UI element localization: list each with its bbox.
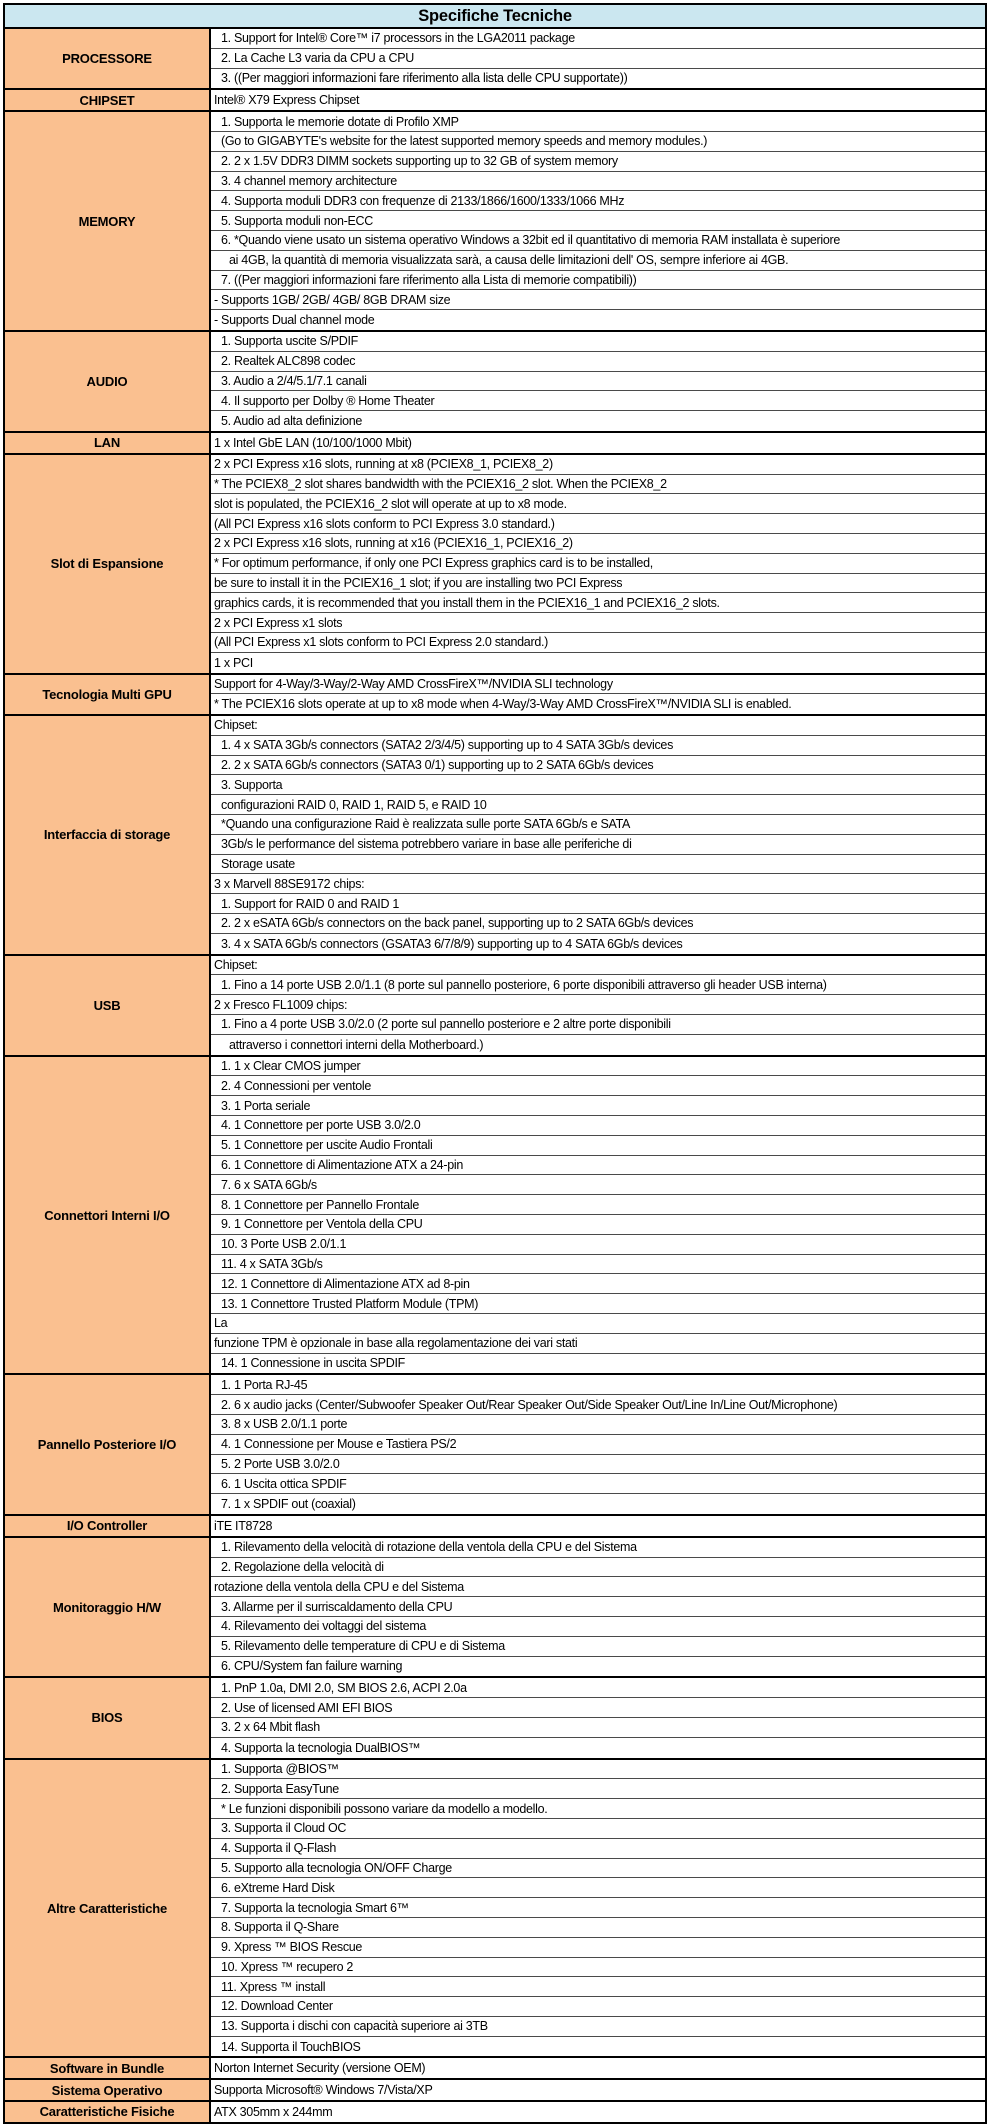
spec-line: 12. Download Center <box>211 1997 985 2017</box>
spec-line: 4. 1 Connessione per Mouse e Tastiera PS/2 <box>211 1435 985 1455</box>
spec-line: * Le funzioni disponibili possono variare da modello a modello. <box>211 1799 985 1819</box>
spec-line: 3. 4 channel memory architecture <box>211 172 985 192</box>
spec-line: iTE IT8728 <box>214 1518 273 1533</box>
spec-line: Chipset: <box>211 716 985 736</box>
section-lines <box>211 1678 985 1757</box>
section-row <box>5 2102 985 2122</box>
section-lines <box>211 2058 985 2078</box>
spec-line: 6. *Quando viene usato un sistema operativo Windows a 32bit ed il quantitativo di memoria RAM installata è superiore <box>211 231 985 251</box>
spec-line: 2. Supporta EasyTune <box>211 1779 985 1799</box>
spec-line: (Go to GIGABYTE's website for the latest supported memory speeds and memory modules.) <box>211 132 985 152</box>
spec-line: 4. Rilevamento dei voltaggi del sistema <box>211 1617 985 1637</box>
section-label: Tecnologia Multi GPU <box>5 675 211 715</box>
section-label: Pannello Posteriore I/O <box>5 1375 211 1514</box>
section-row <box>5 29 985 90</box>
section-row <box>5 332 985 433</box>
spec-line: 3. 4 x SATA 6Gb/s connectors (GSATA3 6/7/8/9) supporting up to 4 SATA 6Gb/s devices <box>221 936 683 951</box>
spec-line: 5. 2 Porte USB 3.0/2.0 <box>211 1455 985 1475</box>
spec-line: rotazione della ventola della CPU e del Sistema <box>211 1577 985 1597</box>
spec-line: 13. Supporta i dischi con capacità superiore ai 3TB <box>211 2017 985 2037</box>
section-lines <box>211 1057 985 1374</box>
spec-line: 3. 1 Porta seriale <box>211 1096 985 1116</box>
spec-line: 14. 1 Connessione in uscita SPDIF <box>221 1356 405 1371</box>
spec-line: 2. 2 x 1.5V DDR3 DIMM sockets supporting up to 32 GB of system memory <box>211 152 985 172</box>
spec-line: 14. Supporta il TouchBIOS <box>221 2039 361 2054</box>
spec-line: 2. Regolazione della velocità di <box>211 1558 985 1578</box>
spec-line: 2. 4 Connessioni per ventole <box>211 1076 985 1096</box>
spec-line: 2. Realtek ALC898 codec <box>211 352 985 372</box>
spec-line: graphics cards, it is recommended that you install them in the PCIEX16_1 and PCIEX16_2 slots. <box>211 593 985 613</box>
spec-line: 2. 2 x SATA 6Gb/s connectors (SATA3 0/1) supporting up to 2 SATA 6Gb/s devices <box>211 756 985 776</box>
section-lines <box>211 1375 985 1514</box>
spec-line: 7. 1 x SPDIF out (coaxial) <box>221 1497 356 1512</box>
section-row <box>5 2058 985 2080</box>
spec-line: 11. 4 x SATA 3Gb/s <box>211 1255 985 1275</box>
spec-line: 1. Supporta @BIOS™ <box>211 1760 985 1780</box>
spec-line: 6. 1 Uscita ottica SPDIF <box>211 1474 985 1494</box>
section-lines <box>211 332 985 431</box>
spec-line: 1. Supporta le memorie dotate di Profilo XMP <box>211 112 985 132</box>
section-lines <box>211 1516 985 1536</box>
spec-line: 1 x PCI <box>214 655 253 670</box>
section-label: Caratteristiche Fisiche <box>5 2102 211 2122</box>
section-row <box>5 455 985 675</box>
spec-line: 4. Il supporto per Dolby ® Home Theater <box>211 391 985 411</box>
spec-line: 1. 1 Porta RJ-45 <box>211 1375 985 1395</box>
section-lines <box>211 2080 985 2100</box>
spec-line: attraverso i connettori interni della Motherboard.) <box>229 1037 484 1052</box>
spec-line: 1. Rilevamento della velocità di rotazione della ventola della CPU e del Sistema <box>211 1538 985 1558</box>
spec-line: 4. Supporta moduli DDR3 con frequenze di 2133/1866/1600/1333/1066 MHz <box>211 191 985 211</box>
spec-line: 5. Rilevamento delle temperature di CPU e di Sistema <box>211 1637 985 1657</box>
spec-line: 8. Supporta il Q-Share <box>211 1918 985 1938</box>
spec-line: 3. 8 x USB 2.0/1.1 porte <box>211 1415 985 1435</box>
section-lines <box>211 455 985 673</box>
spec-line: 8. 1 Connettore per Pannello Frontale <box>211 1195 985 1215</box>
spec-line: slot is populated, the PCIEX16_2 slot will operate at up to x8 mode. <box>211 494 985 514</box>
spec-line: Support for 4-Way/3-Way/2-Way AMD CrossFireX™/NVIDIA SLI technology <box>211 675 985 695</box>
spec-table <box>3 3 987 2124</box>
section-row <box>5 956 985 1057</box>
spec-line: 5. Supporta moduli non-ECC <box>211 211 985 231</box>
spec-line: 5. 1 Connettore per uscite Audio Frontali <box>211 1136 985 1156</box>
section-label: PROCESSORE <box>5 29 211 88</box>
table-title: Specifiche Tecniche <box>5 5 985 29</box>
spec-line: be sure to install it in the PCIEX16_1 slot; if you are installing two PCI Express <box>211 574 985 594</box>
spec-line: 6. eXtreme Hard Disk <box>211 1878 985 1898</box>
spec-line: 3Gb/s le performance del sistema potrebbero variare in base alle periferiche di <box>211 835 985 855</box>
spec-line: Chipset: <box>211 956 985 976</box>
spec-line: 3. Audio a 2/4/5.1/7.1 canali <box>211 372 985 392</box>
spec-line: 7. 6 x SATA 6Gb/s <box>211 1175 985 1195</box>
spec-line: 3. ((Per maggiori informazioni fare riferimento alla lista delle CPU supportate)) <box>221 71 628 86</box>
section-label: I/O Controller <box>5 1516 211 1536</box>
spec-sheet <box>3 3 987 2124</box>
section-row <box>5 112 985 332</box>
spec-line: 1. 4 x SATA 3Gb/s connectors (SATA2 2/3/4/5) supporting up to 4 SATA 3Gb/s devices <box>211 736 985 756</box>
section-lines <box>211 956 985 1055</box>
spec-line: 1. 1 x Clear CMOS jumper <box>211 1057 985 1077</box>
section-lines <box>211 90 985 110</box>
spec-line: Storage usate <box>211 855 985 875</box>
spec-line: 1. Fino a 4 porte USB 3.0/2.0 (2 porte sul pannello posteriore e 2 altre porte disponibili <box>211 1015 985 1035</box>
spec-line: 3 x Marvell 88SE9172 chips: <box>211 874 985 894</box>
spec-line: 1 x Intel GbE LAN (10/100/1000 Mbit) <box>214 435 412 450</box>
section-row <box>5 1516 985 1538</box>
spec-line: 2. 6 x audio jacks (Center/Subwoofer Speaker Out/Rear Speaker Out/Side Speaker Out/Line In/Line Out/Microphone) <box>211 1395 985 1415</box>
section-row <box>5 1375 985 1516</box>
spec-line: 7. ((Per maggiori informazioni fare riferimento alla Lista di memorie compatibili)) <box>211 271 985 291</box>
section-lines <box>211 1538 985 1677</box>
spec-line: 1. PnP 1.0a, DMI 2.0, SM BIOS 2.6, ACPI 2.0a <box>211 1678 985 1698</box>
spec-line: 3. Supporta il Cloud OC <box>211 1819 985 1839</box>
section-label: Interfaccia di storage <box>5 716 211 954</box>
spec-line: 1. Supporta uscite S/PDIF <box>211 332 985 352</box>
spec-line: 2 x Fresco FL1009 chips: <box>211 995 985 1015</box>
section-label: MEMORY <box>5 112 211 330</box>
section-label: CHIPSET <box>5 90 211 110</box>
spec-line: * The PCIEX16 slots operate at up to x8 mode when 4-Way/3-Way AMD CrossFireX™/NVIDIA SLI is enabled. <box>214 697 792 712</box>
spec-line: 4. Supporta la tecnologia DualBIOS™ <box>221 1740 421 1755</box>
spec-line: 3. Supporta <box>211 775 985 795</box>
section-row <box>5 1538 985 1679</box>
spec-line: 9. 1 Connettore per Ventola della CPU <box>211 1215 985 1235</box>
spec-line: 13. 1 Connettore Trusted Platform Module (TPM) <box>211 1294 985 1314</box>
section-label: Monitoraggio H/W <box>5 1538 211 1677</box>
spec-line: 10. Xpress ™ recupero 2 <box>211 1958 985 1978</box>
spec-line: 2. 2 x eSATA 6Gb/s connectors on the back panel, supporting up to 2 SATA 6Gb/s devices <box>211 914 985 934</box>
section-lines <box>211 433 985 453</box>
spec-line: Norton Internet Security (versione OEM) <box>214 2061 426 2076</box>
spec-line: 3. 2 x 64 Mbit flash <box>211 1718 985 1738</box>
spec-line: funzione TPM è opzionale in base alla regolamentazione dei vari stati <box>211 1334 985 1354</box>
spec-line: 1. Fino a 14 porte USB 2.0/1.1 (8 porte sul pannello posteriore, 6 porte disponibili attraverso gli header USB interna) <box>211 975 985 995</box>
section-label: Altre Caratteristiche <box>5 1760 211 2057</box>
section-label: BIOS <box>5 1678 211 1757</box>
spec-line: *Quando una configurazione Raid è realizzata sulle porte SATA 6Gb/s e SATA <box>211 815 985 835</box>
spec-line: 7. Supporta la tecnologia Smart 6™ <box>211 1898 985 1918</box>
section-row <box>5 90 985 112</box>
spec-line: * For optimum performance, if only one PCI Express graphics card is to be installed, <box>211 554 985 574</box>
spec-line: - Supports 1GB/ 2GB/ 4GB/ 8GB DRAM size <box>211 290 985 310</box>
spec-line: 10. 3 Porte USB 2.0/1.1 <box>211 1235 985 1255</box>
spec-line: (All PCI Express x16 slots conform to PCI Express 3.0 standard.) <box>211 514 985 534</box>
spec-line: * The PCIEX8_2 slot shares bandwidth with the PCIEX16_2 slot. When the PCIEX8_2 <box>211 475 985 495</box>
spec-line: 9. Xpress ™ BIOS Rescue <box>211 1938 985 1958</box>
spec-line: 2 x PCI Express x16 slots, running at x8 (PCIEX8_1, PCIEX8_2) <box>211 455 985 475</box>
spec-line: 2 x PCI Express x1 slots <box>211 613 985 633</box>
section-row <box>5 1678 985 1759</box>
section-row <box>5 675 985 717</box>
spec-line: 4. Supporta il Q-Flash <box>211 1839 985 1859</box>
spec-line: 2 x PCI Express x16 slots, running at x16 (PCIEX16_1, PCIEX16_2) <box>211 534 985 554</box>
section-lines <box>211 2102 985 2122</box>
spec-line: 5. Audio ad alta definizione <box>221 414 363 429</box>
section-label: Sistema Operativo <box>5 2080 211 2100</box>
spec-line: ATX 305mm x 244mm <box>214 2104 333 2119</box>
section-lines <box>211 1760 985 2057</box>
spec-line: 6. CPU/System fan failure warning <box>221 1659 403 1674</box>
spec-line: 2. La Cache L3 varia da CPU a CPU <box>211 49 985 69</box>
section-row <box>5 433 985 455</box>
section-label: Slot di Espansione <box>5 455 211 673</box>
table-body <box>5 29 985 2122</box>
section-label: AUDIO <box>5 332 211 431</box>
section-lines <box>211 675 985 715</box>
spec-line: 5. Supporto alla tecnologia ON/OFF Charge <box>211 1859 985 1879</box>
spec-line: 1. Support for Intel® Core™ i7 processors in the LGA2011 package <box>211 29 985 49</box>
section-label: USB <box>5 956 211 1055</box>
spec-line: Intel® X79 Express Chipset <box>214 93 360 108</box>
section-row <box>5 1760 985 2059</box>
spec-line: 4. 1 Connettore per porte USB 3.0/2.0 <box>211 1116 985 1136</box>
spec-line: 11. Xpress ™ install <box>211 1977 985 1997</box>
section-row <box>5 716 985 956</box>
spec-line: 12. 1 Connettore di Alimentazione ATX ad 8-pin <box>211 1274 985 1294</box>
spec-line: - Supports Dual channel mode <box>214 313 375 328</box>
section-row <box>5 1057 985 1376</box>
section-row <box>5 2080 985 2102</box>
section-lines <box>211 112 985 330</box>
spec-line: 1. Support for RAID 0 and RAID 1 <box>211 894 985 914</box>
spec-line: (All PCI Express x1 slots conform to PCI Express 2.0 standard.) <box>211 633 985 653</box>
spec-line: Supporta Microsoft® Windows 7/Vista/XP <box>214 2083 433 2098</box>
section-lines <box>211 29 985 88</box>
spec-line: La <box>211 1314 985 1334</box>
section-lines <box>211 716 985 954</box>
section-label: Connettori Interni I/O <box>5 1057 211 1374</box>
section-label: Software in Bundle <box>5 2058 211 2078</box>
spec-line: 6. 1 Connettore di Alimentazione ATX a 24-pin <box>211 1156 985 1176</box>
spec-line: 2. Use of licensed AMI EFI BIOS <box>211 1698 985 1718</box>
section-label: LAN <box>5 433 211 453</box>
spec-line: ai 4GB, la quantità di memoria visualizzata sarà, a causa delle limitazioni dell' OS, sempre inferiore ai 4GB. <box>211 251 985 271</box>
spec-line: 3. Allarme per il surriscaldamento della CPU <box>211 1597 985 1617</box>
spec-line: configurazioni RAID 0, RAID 1, RAID 5, e RAID 10 <box>211 795 985 815</box>
